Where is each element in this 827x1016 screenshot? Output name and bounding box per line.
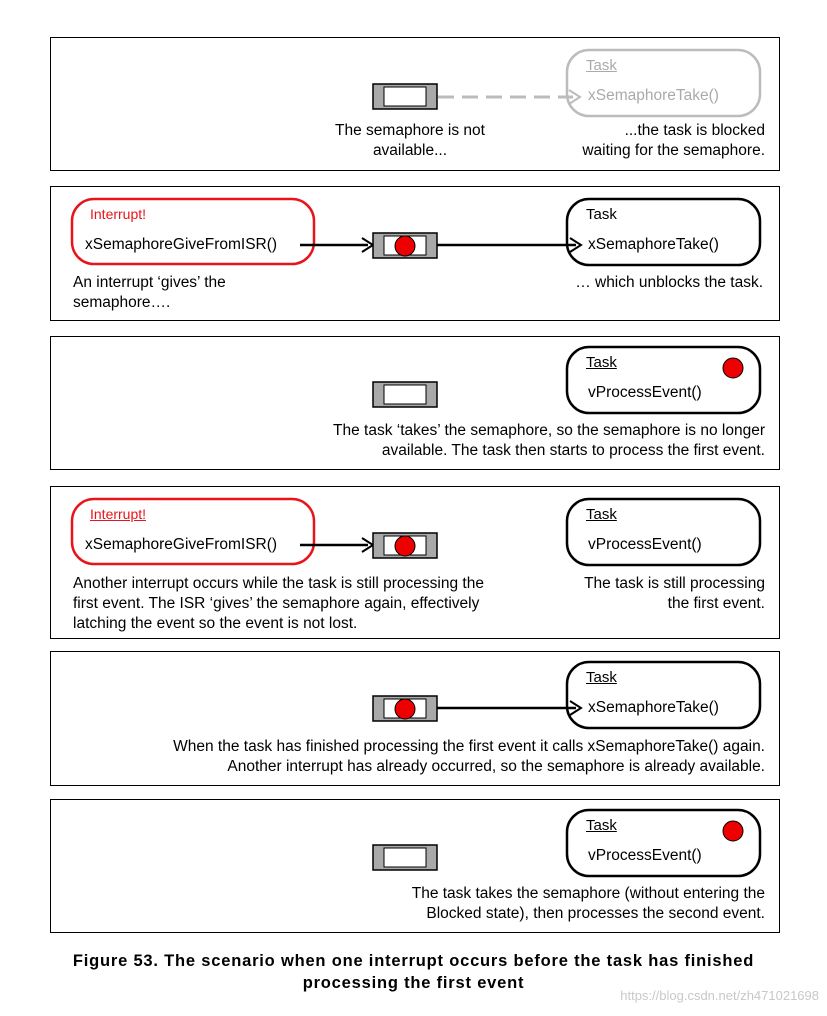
semaphore-caption: The semaphore is not available... — [335, 122, 485, 159]
figure-caption: Figure 53. The scenario when one interrupt occurs before the task has finished processing the first event — [72, 952, 755, 992]
task-caption: The task is still processing the first event. — [584, 575, 765, 612]
task-caption: The task takes the semaphore (without entering the Blocked state), then processes the second event. — [411, 885, 765, 922]
task-function: vProcessEvent() — [588, 384, 702, 401]
task-caption: The task ‘takes’ the semaphore, so the semaphore is no longer available. The task then starts to process the first event. — [333, 422, 765, 459]
task-function: xSemaphoreTake() — [588, 236, 719, 253]
task-title: Task — [586, 57, 617, 74]
task-title: Task — [586, 354, 617, 371]
interrupt-title: Interrupt! — [90, 206, 147, 222]
task-title: Task — [586, 506, 617, 523]
interrupt-caption: An interrupt ‘gives’ the semaphore…. — [73, 274, 226, 311]
panel-1-graphics — [373, 50, 760, 116]
interrupt-function: xSemaphoreGiveFromISR() — [85, 236, 278, 253]
task-title: Task — [586, 206, 617, 223]
semaphore-empty-slot — [384, 87, 426, 106]
task-title: Task — [586, 669, 617, 686]
interrupt-function: xSemaphoreGiveFromISR() — [85, 536, 278, 553]
task-caption: ...the task is blocked waiting for the semaphore. — [582, 122, 765, 159]
interrupt-caption: Another interrupt occurs while the task is still processing the first event. The ISR ‘gives’ the semaphore again, effectively latching the event so the event is not lost. — [73, 575, 484, 632]
interrupt-title: Interrupt! — [90, 506, 147, 522]
task-function: vProcessEvent() — [588, 536, 702, 553]
task-function: vProcessEvent() — [588, 847, 702, 864]
watermark: https://blog.csdn.net/zh471021698 — [620, 988, 819, 1003]
task-function: xSemaphoreTake() — [588, 87, 719, 104]
task-caption: When the task has finished processing the first event it calls xSemaphoreTake() again. Another interrupt has already occurred, so the semaphore is already available. — [173, 738, 765, 775]
task-function: xSemaphoreTake() — [588, 699, 719, 716]
task-title: Task — [586, 817, 617, 834]
task-caption: … which unblocks the task. — [575, 274, 763, 291]
